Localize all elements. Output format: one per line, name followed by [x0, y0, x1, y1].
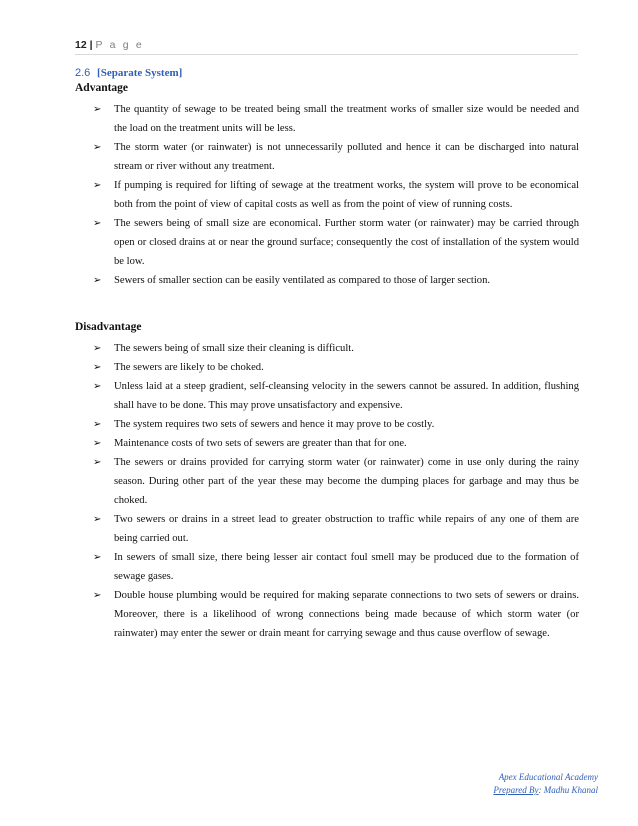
prepared-by-separator: :: [538, 785, 542, 795]
arrowhead-bullet-icon: ➢: [93, 552, 102, 563]
list-item: [93, 358, 579, 377]
arrowhead-bullet-icon: ➢: [93, 457, 102, 468]
arrowhead-bullet-icon: ➢: [93, 590, 102, 601]
list-item-text: Double house plumbing would be required for making separate connections to two sets of sewers or drains. Moreover, there is a likelihood of wrong connections being made because of which storm water (or rainwater) may enter the sewer or drain meant for carrying sewage and thus cause overflow of sewage.: [114, 590, 579, 639]
list-item: [93, 176, 579, 214]
section-title: [Separate System]: [97, 67, 183, 79]
list-item-text: The storm water (or rainwater) is not unnecessarily polluted and hence it can be discharged into natural stream or river without any treatment.: [114, 142, 579, 172]
page-footer: [493, 771, 598, 797]
page-header: [75, 39, 578, 55]
arrowhead-bullet-icon: ➢: [93, 218, 102, 229]
list-item-text: Sewers of smaller section can be easily ventilated as compared to those of larger section.: [114, 275, 491, 286]
list-item: [93, 453, 579, 510]
arrowhead-bullet-icon: ➢: [93, 438, 102, 449]
list-item-text: The sewers being of small size are economical. Further storm water (or rainwater) may be carried through open or closed drains at or near the ground surface; consequently the cost of installation of the system would be low.: [114, 218, 579, 267]
list-item: [93, 214, 579, 271]
arrowhead-bullet-icon: ➢: [93, 142, 102, 153]
footer-organization: Apex Educational Academy: [498, 772, 598, 782]
list-item-text: The quantity of sewage to be treated being small the treatment works of smaller size would be needed and the load on the treatment units will be less.: [114, 104, 579, 134]
list-item: [93, 434, 579, 453]
disadvantage-heading: Disadvantage: [75, 321, 142, 333]
list-item: [93, 586, 579, 643]
advantage-heading: Advantage: [75, 82, 129, 94]
list-item: [93, 377, 579, 415]
footer-author: Madhu Khanal: [543, 785, 598, 795]
list-item-text: The sewers are likely to be choked.: [114, 362, 264, 373]
arrowhead-bullet-icon: ➢: [93, 343, 102, 354]
list-item: [93, 271, 579, 290]
prepared-by-label: Prepared By: [493, 785, 539, 795]
arrowhead-bullet-icon: ➢: [93, 381, 102, 392]
header-separator: |: [89, 39, 93, 51]
disadvantage-list: [93, 339, 579, 643]
list-item: [93, 138, 579, 176]
list-item-text: The sewers or drains provided for carrying storm water (or rainwater) come in use only during the rainy season. During other part of the year these may become the dumping places for garbage and may thus be choked.: [114, 457, 579, 506]
section-heading: [75, 67, 182, 79]
list-item-text: Maintenance costs of two sets of sewers are greater than that for one.: [114, 438, 407, 449]
section-number: 2.6: [75, 67, 91, 79]
arrowhead-bullet-icon: ➢: [93, 419, 102, 430]
list-item-text: The system requires two sets of sewers and hence it may prove to be costly.: [114, 419, 435, 430]
advantage-list: [93, 100, 579, 290]
list-item-text: Two sewers or drains in a street lead to greater obstruction to traffic while repairs of any one of them are being carried out.: [114, 514, 579, 544]
arrowhead-bullet-icon: ➢: [93, 104, 102, 115]
list-item: [93, 548, 579, 586]
list-item: [93, 415, 579, 434]
page-number: 12: [75, 39, 87, 51]
list-item: [93, 339, 579, 358]
list-item-text: The sewers being of small size their cleaning is difficult.: [114, 343, 354, 354]
list-item-text: Unless laid at a steep gradient, self-cleansing velocity in the sewers cannot be assured. In addition, flushing shall have to be done. This may prove unsatisfactory and expensive.: [114, 381, 579, 411]
list-item-text: In sewers of small size, there being lesser air contact foul smell may be produced due to the formation of sewage gases.: [114, 552, 579, 582]
arrowhead-bullet-icon: ➢: [93, 362, 102, 373]
footer-prepared-by: [493, 784, 598, 797]
arrowhead-bullet-icon: ➢: [93, 180, 102, 191]
list-item: [93, 510, 579, 548]
arrowhead-bullet-icon: ➢: [93, 514, 102, 525]
list-item-text: If pumping is required for lifting of sewage at the treatment works, the system will prove to be economical both from the point of view of capital costs as well as from the point of view of running costs.: [114, 180, 579, 210]
arrowhead-bullet-icon: ➢: [93, 275, 102, 286]
page-word: P a g e: [95, 39, 144, 51]
list-item: [93, 100, 579, 138]
